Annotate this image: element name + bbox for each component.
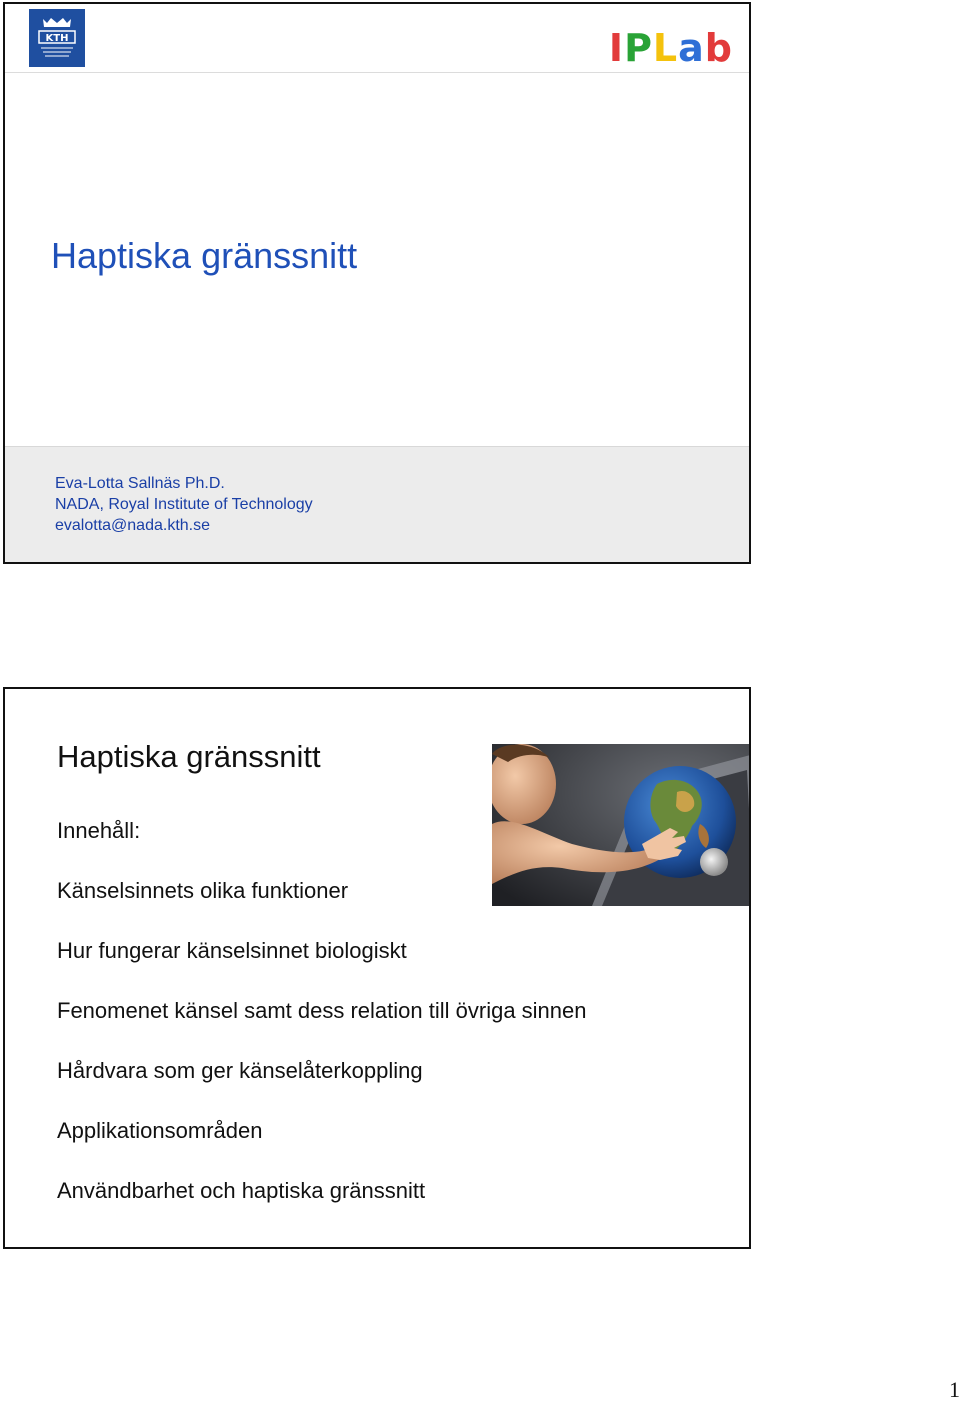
slide-title: Haptiska gränssnitt — [51, 235, 358, 276]
list-item: Hur fungerar känselsinnet biologiskt — [57, 938, 407, 963]
contents-list — [57, 877, 587, 1237]
page-number: 1 — [949, 1377, 960, 1402]
list-item: Hårdvara som ger känselåterkoppling — [57, 1058, 423, 1083]
iplab-letter: L — [652, 26, 679, 70]
iplab-letter: I — [608, 26, 625, 70]
logo-bar — [5, 4, 749, 73]
author-name: Eva-Lotta Sallnäs Ph.D. — [55, 475, 225, 492]
contents-slide — [3, 687, 751, 1249]
iplab-logo — [609, 28, 733, 68]
slide-title: Haptiska gränssnitt — [57, 739, 321, 774]
author-footer — [5, 446, 749, 562]
iplab-letter: a — [678, 26, 705, 70]
title-slide — [3, 2, 751, 564]
list-item: Känselsinnets olika funktioner — [57, 878, 349, 903]
contents-heading: Innehåll: — [57, 818, 141, 843]
list-item: Fenomenet känsel samt dess relation till övriga sinnen — [57, 998, 587, 1023]
list-item: Applikationsområden — [57, 1118, 263, 1143]
iplab-letter: b — [704, 26, 733, 70]
list-item: Användbarhet och haptiska gränssnitt — [57, 1178, 426, 1203]
svg-text:KTH: KTH — [45, 33, 69, 44]
iplab-letter: P — [624, 26, 653, 70]
kth-logo — [29, 9, 85, 67]
kth-crest-icon — [29, 9, 85, 67]
author-affiliation: NADA, Royal Institute of Technology — [55, 496, 313, 513]
author-email[interactable]: evalotta@nada.kth.se — [55, 517, 211, 534]
